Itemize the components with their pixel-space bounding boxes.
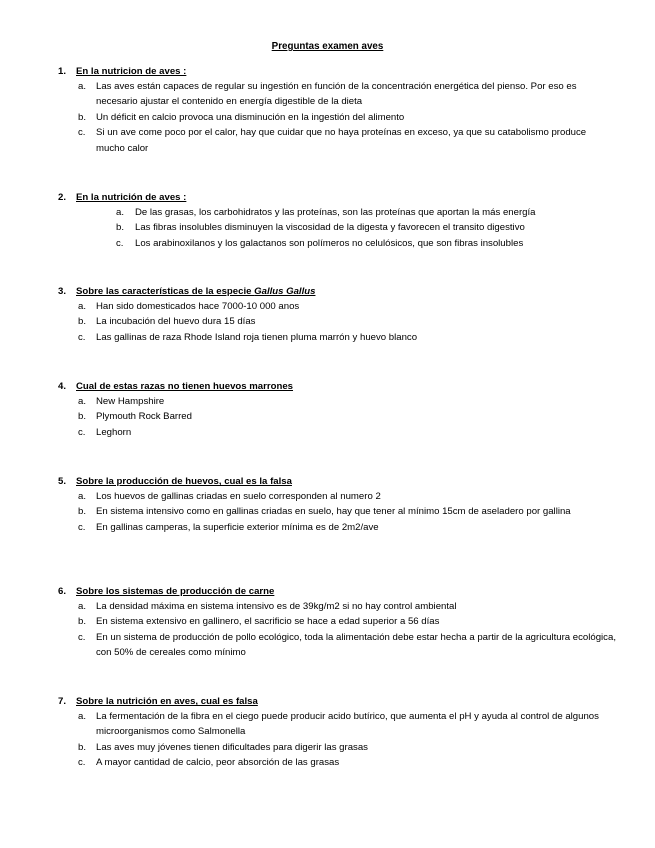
option-item	[0, 299, 616, 314]
option-letter: a.	[78, 396, 87, 407]
option-item	[0, 79, 616, 110]
option-text: Las aves muy jóvenes tienen dificultades para digerir las grasas	[96, 741, 368, 753]
option-letter: a.	[78, 301, 87, 312]
option-text: De las grasas, los carbohidratos y las proteínas, son las proteínas que aportan la más energía	[135, 207, 536, 218]
option-text: Las fibras insolubles disminuyen la viscosidad de la digesta y favorecen el transito digestivo	[135, 222, 525, 234]
option-letter: c.	[78, 631, 86, 643]
option-list	[0, 394, 655, 440]
question-title-species: Gallus Gallus	[254, 286, 316, 297]
option-text: Los arabinoxilanos y los galactanos son polímeros no celulósicos, que son fibras insolubles	[135, 237, 524, 249]
question-heading	[58, 64, 186, 79]
question-heading	[58, 284, 315, 299]
option-letter: b.	[78, 316, 87, 328]
question-title: En la nutrición de aves :	[76, 192, 187, 203]
option-text: New Hampshire	[96, 396, 165, 407]
option-text: Han sido domesticados hace 7000-10 000 anos	[96, 301, 300, 312]
question-heading	[58, 694, 258, 709]
page-title: Preguntas examen aves	[271, 41, 384, 52]
option-text: Los huevos de gallinas criadas en suelo corresponden al numero 2	[96, 491, 381, 502]
option-letter: c.	[78, 757, 86, 769]
question-title: En la nutricion de aves :	[76, 66, 187, 77]
option-letter: c.	[78, 331, 86, 343]
option-letter: b.	[78, 616, 87, 628]
option-letter: b.	[116, 222, 125, 234]
option-item	[0, 520, 616, 535]
option-item	[0, 740, 616, 755]
option-text: La incubación del huevo dura 15 días	[96, 316, 256, 328]
option-item	[0, 220, 605, 235]
question-heading	[58, 379, 293, 394]
question-title: Sobre los sistemas de producción de carne	[76, 586, 275, 597]
question-title: Sobre la nutrición en aves, cual es falsa	[76, 696, 258, 707]
question-heading	[58, 584, 274, 599]
option-letter: a.	[78, 601, 87, 612]
option-text: Leghorn	[96, 426, 132, 438]
option-text: En sistema intensivo como en gallinas criadas en suelo, hay que tener al mínimo 15cm de aseladero por gallina	[96, 506, 571, 518]
option-item	[0, 425, 616, 440]
option-item	[0, 205, 605, 220]
option-text: En un sistema de producción de pollo ecológico, toda la alimentación debe estar hecha a partir de la agricultura ecológica, con 50% de cereales como mínimo	[96, 631, 616, 659]
option-list	[0, 79, 655, 156]
option-item	[0, 709, 616, 740]
question-number: 3.	[58, 286, 67, 297]
option-item	[0, 614, 616, 629]
option-item	[0, 599, 616, 614]
option-letter: c.	[116, 237, 124, 249]
option-item	[0, 314, 616, 329]
option-letter: a.	[116, 207, 125, 218]
option-item	[0, 755, 616, 770]
question-number: 5.	[58, 476, 67, 487]
question-number: 7.	[58, 696, 67, 707]
option-item	[0, 489, 616, 504]
option-letter: a.	[78, 711, 87, 722]
option-letter: b.	[78, 111, 87, 123]
question-heading	[58, 474, 292, 489]
option-letter: b.	[78, 741, 87, 753]
option-item	[0, 630, 616, 661]
option-item	[0, 409, 616, 424]
question-number: 4.	[58, 381, 67, 392]
question-title: Sobre la producción de huevos, cual es la falsa	[76, 476, 292, 487]
option-text: Un déficit en calcio provoca una disminución en la ingestión del alimento	[96, 111, 405, 123]
option-letter: b.	[78, 411, 87, 423]
option-letter: b.	[78, 506, 87, 518]
option-text: A mayor cantidad de calcio, peor absorción de las grasas	[96, 757, 340, 769]
question-number: 1.	[58, 66, 67, 77]
option-item	[0, 394, 616, 409]
option-list	[0, 205, 655, 251]
option-letter: c.	[78, 426, 86, 438]
option-text: Si un ave come poco por el calor, hay que cuidar que no haya proteínas en exceso, ya que su catabolismo produce mucho calor	[96, 127, 587, 154]
question-title: Cual de estas razas no tienen huevos marrones	[76, 381, 294, 392]
question-heading	[58, 190, 186, 205]
option-text: Plymouth Rock Barred	[96, 411, 192, 423]
question-title: Sobre las características de la especie	[76, 286, 255, 297]
option-text: La densidad máxima en sistema intensivo es de 39kg/m2 si no hay control ambiental	[96, 601, 457, 612]
option-text: En gallinas camperas, la superficie exterior mínima es de 2m2/ave	[96, 521, 379, 533]
option-text: Las gallinas de raza Rhode Island roja tienen pluma marrón y huevo blanco	[96, 331, 418, 343]
option-list	[0, 599, 655, 661]
option-letter: a.	[78, 491, 87, 502]
option-letter: a.	[78, 81, 87, 92]
option-list	[0, 709, 655, 771]
option-item	[0, 504, 616, 519]
option-list	[0, 299, 655, 345]
option-letter: c.	[78, 127, 86, 139]
option-list	[0, 489, 655, 535]
option-item	[0, 110, 616, 125]
option-item	[0, 236, 605, 251]
question-number: 2.	[58, 192, 67, 203]
option-text: La fermentación de la fibra en el ciego puede producir acido butírico, que aumenta el pH y ayuda al control de algunos microorganismos como Salmonella	[96, 711, 599, 738]
question-number: 6.	[58, 586, 67, 597]
option-text: Las aves están capaces de regular su ingestión en función de la concentración energética del pienso. Por eso es necesario ajustar el contenido en energía digestible de la dieta	[96, 81, 577, 108]
option-item	[0, 330, 616, 345]
option-item	[0, 125, 616, 156]
option-letter: c.	[78, 521, 86, 533]
option-text: En sistema extensivo en gallinero, el sacrificio se hace a edad superior a 56 días	[96, 616, 440, 628]
